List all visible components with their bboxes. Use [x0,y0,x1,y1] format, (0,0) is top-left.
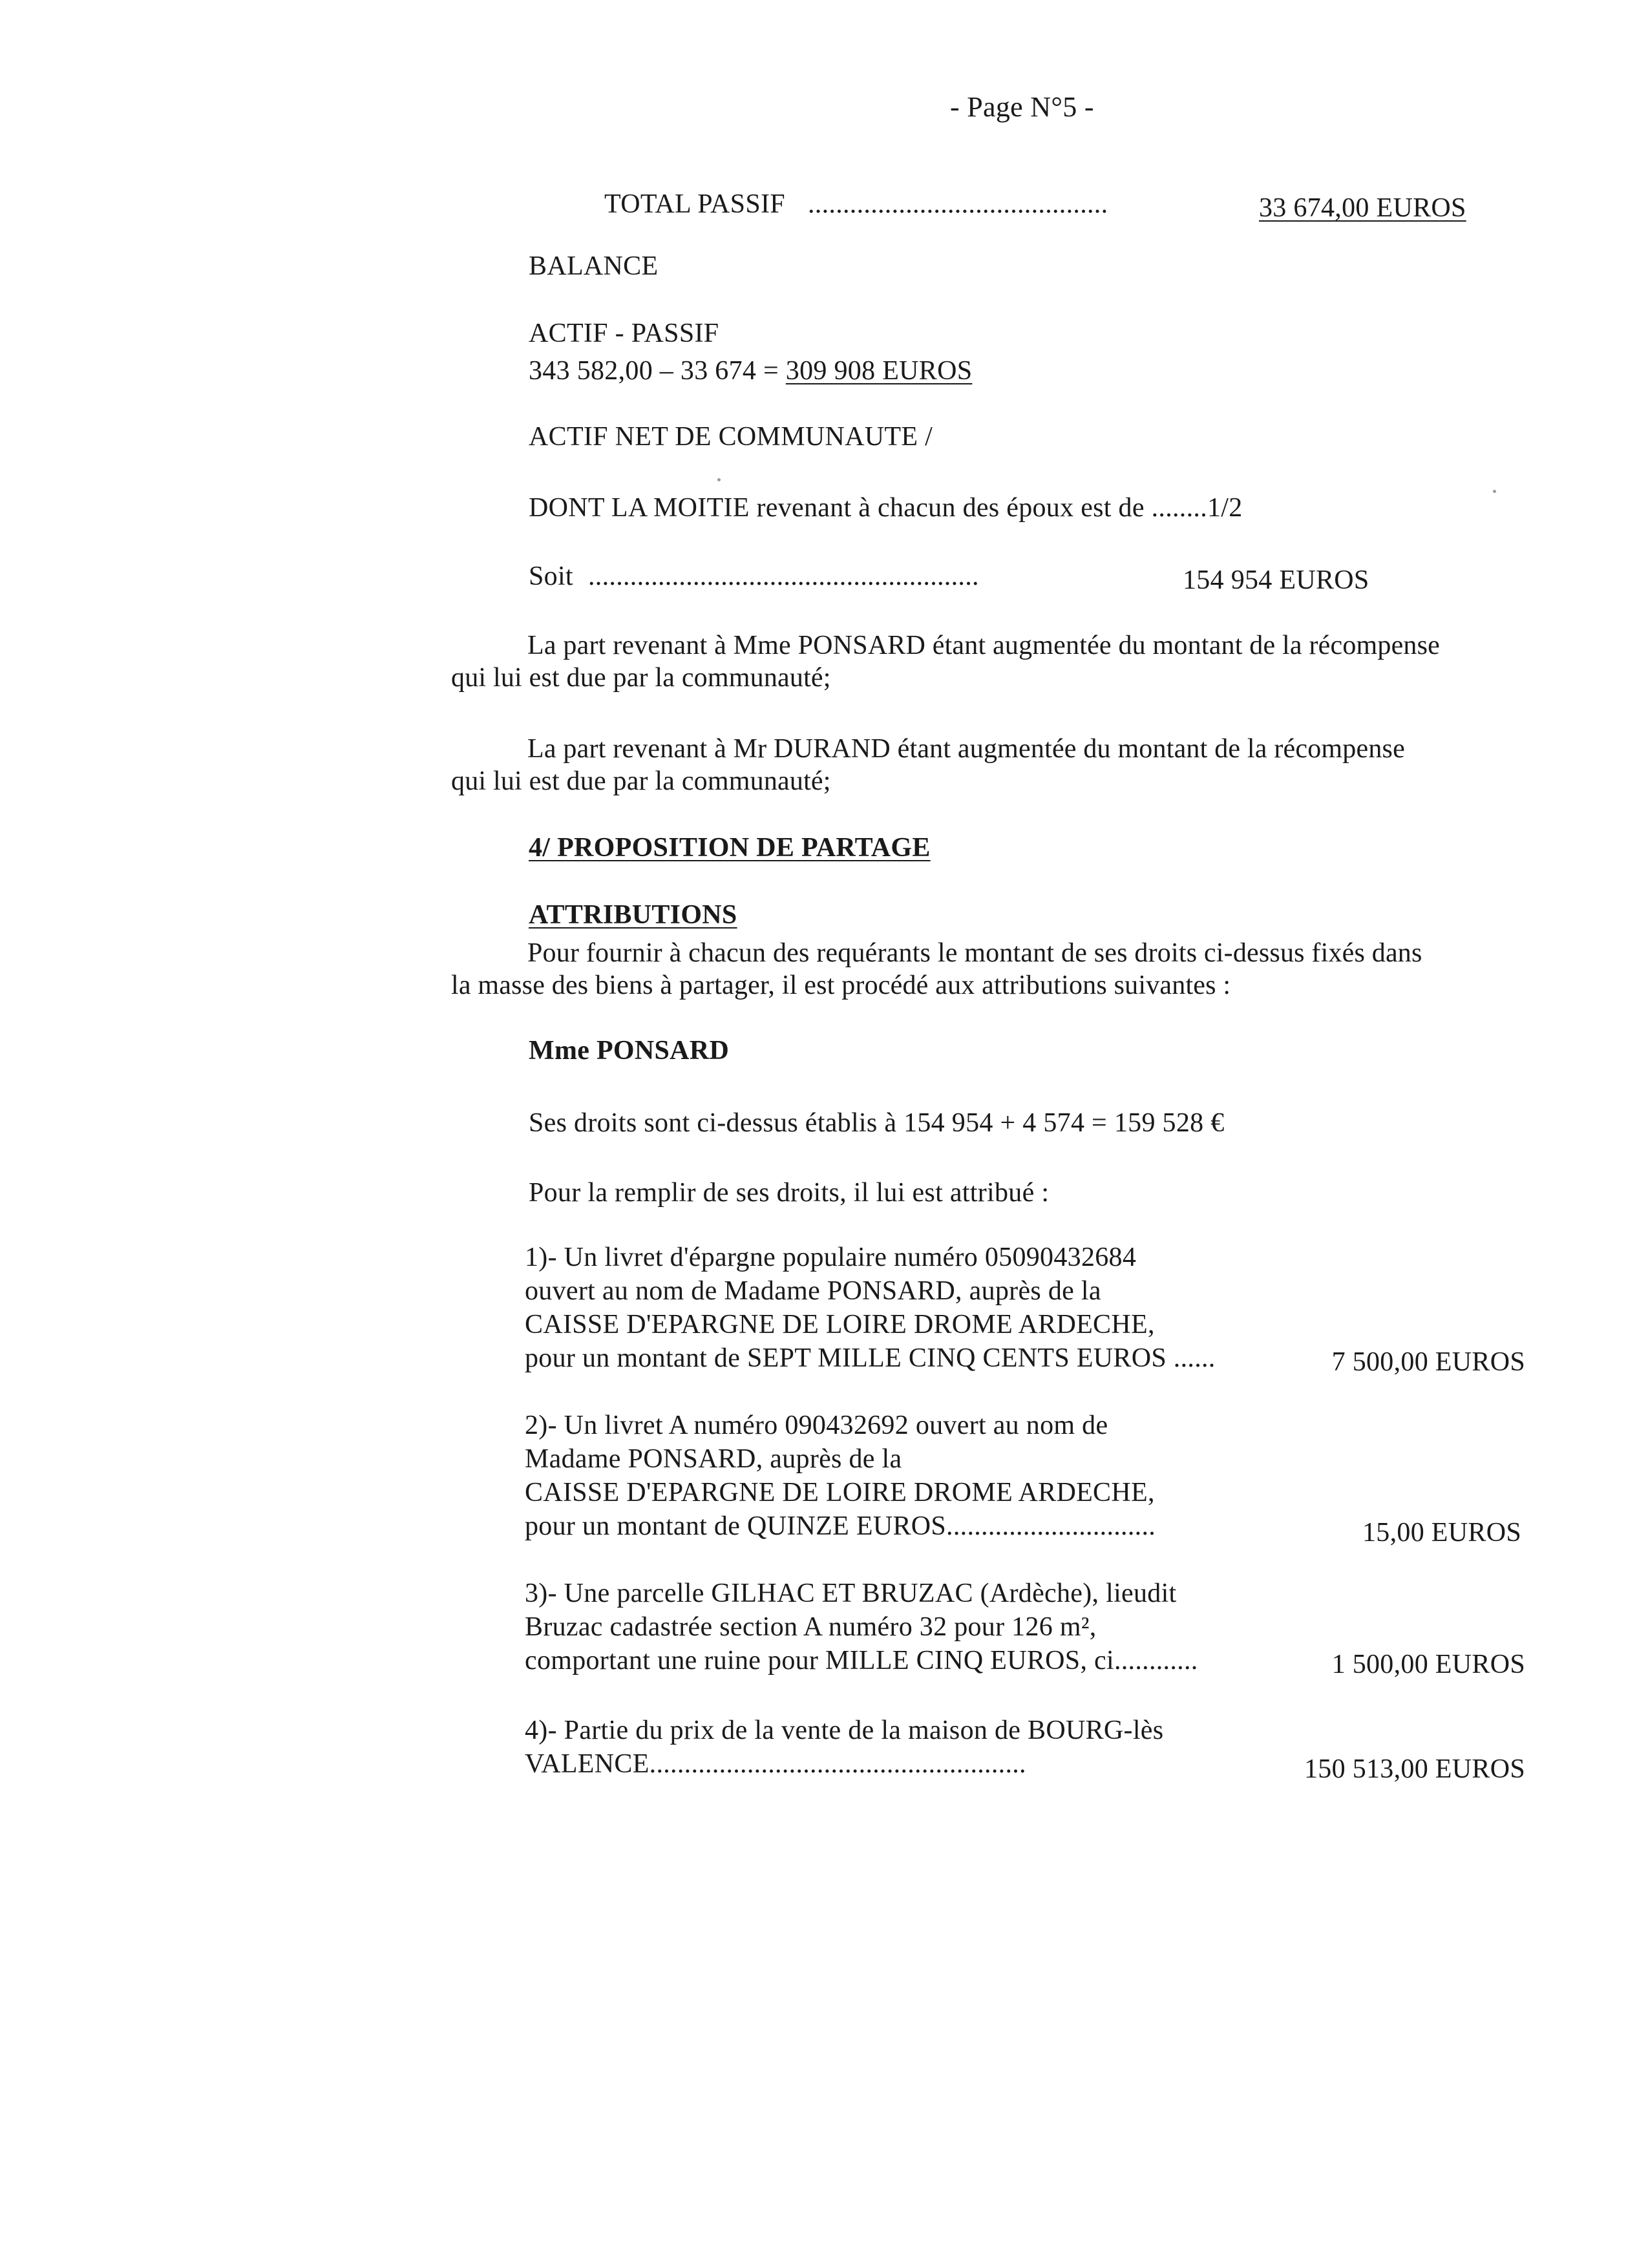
attributions-intro [451,937,1537,1002]
balance-heading: BALANCE [529,251,659,281]
item-amount: 15,00 EUROS [1362,1518,1521,1548]
section-heading: 4/ PROPOSITION DE PARTAGE [529,833,931,863]
total-passif-leader: ........................................... [808,189,1108,219]
item-line: comportant une ruine pour MILLE CINQ EUROS, ci............ [525,1646,1198,1675]
ponsard-part-line-1: La part revenant à Mme PONSARD étant augmentée du montant de la récompense [527,631,1441,660]
item-line: pour un montant de QUINZE EUROS.............................. [525,1511,1156,1541]
item-line: 4)- Partie du prix de la vente de la maison de BOURG-lès [525,1716,1164,1745]
item-amount: 150 513,00 EUROS [1304,1754,1525,1784]
ponsard-droits: Ses droits sont ci-dessus établis à 154 954 + 4 574 = 159 528 € [529,1108,1225,1138]
item-line: pour un montant de SEPT MILLE CINQ CENTS EUROS ...... [525,1343,1216,1373]
moitie-line: DONT LA MOITIE revenant à chacun des époux est de ........1/2 [529,493,1243,523]
soit-leader: ........................................................ [588,562,979,591]
formula-calc: 343 582,00 – 33 674 = [529,356,786,386]
ponsard-heading: Mme PONSARD [529,1036,730,1066]
soit-value: 154 954 EUROS [1183,565,1369,595]
item-line: 1)- Un livret d'épargne populaire numéro 05090432684 [525,1243,1137,1272]
item-line: CAISSE D'EPARGNE DE LOIRE DROME ARDECHE, [525,1310,1155,1339]
attributions-intro-line-2: la masse des biens à partager, il est procédé aux attributions suivantes : [451,971,1231,1000]
scan-speck [717,478,721,481]
durand-part-line-1: La part revenant à Mr DURAND étant augmentée du montant de la récompense [527,734,1405,764]
item-line: 3)- Une parcelle GILHAC ET BRUZAC (Ardèche), lieudit [525,1579,1177,1608]
item-line: CAISSE D'EPARGNE DE LOIRE DROME ARDECHE, [525,1478,1155,1507]
item-line: Madame PONSARD, auprès de la [525,1444,902,1474]
formula-result: 309 908 EUROS [785,356,973,386]
item-line: 2)- Un livret A numéro 090432692 ouvert au nom de [525,1411,1108,1440]
total-passif-label: TOTAL PASSIF [604,189,785,219]
total-passif-value: 33 674,00 EUROS [1259,193,1466,223]
actif-net-line: ACTIF NET DE COMMUNAUTE / [529,422,933,452]
item-amount: 7 500,00 EUROS [1331,1347,1525,1377]
formula-label: ACTIF - PASSIF [529,319,719,348]
attributions-heading: ATTRIBUTIONS [529,900,737,930]
page-number: - Page N°5 - [950,91,1094,123]
item-line: ouvert au nom de Madame PONSARD, auprès de la [525,1276,1101,1306]
formula-line [529,354,972,388]
durand-part-paragraph [451,733,1537,797]
item-amount: 1 500,00 EUROS [1331,1650,1525,1679]
soit-label: Soit [529,562,573,591]
item-line: VALENCE...................................................... [525,1749,1026,1779]
item-line: Bruzac cadastrée section A numéro 32 pour 126 m², [525,1612,1097,1642]
attributions-intro-line-1: Pour fournir à chacun des requérants le montant de ses droits ci-dessus fixés dans [527,938,1422,968]
durand-part-line-2: qui lui est due par la communauté; [451,766,831,796]
scan-speck [1493,490,1496,493]
ponsard-remplir: Pour la remplir de ses droits, il lui est attribué : [529,1178,1050,1208]
ponsard-part-paragraph [451,629,1537,694]
ponsard-part-line-2: qui lui est due par la communauté; [451,663,831,693]
